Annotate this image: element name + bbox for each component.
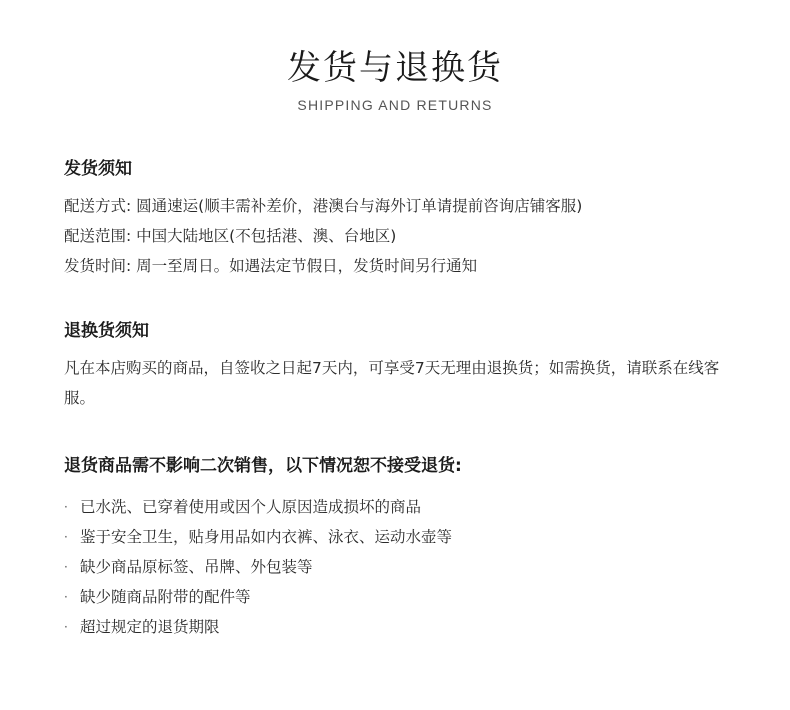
returns-section: [64, 319, 744, 413]
list-item: [64, 612, 744, 642]
conditions-section-title: 退货商品需不影响二次销售，以下情况恕不接受退货:: [64, 456, 462, 476]
list-item: [64, 492, 744, 522]
shipping-method-line: 配送方式: 圆通速运(顺丰需补差价，港澳台与海外订单请提前咨询店铺客服): [64, 197, 583, 215]
page-subtitle: SHIPPING AND RETURNS: [297, 97, 493, 113]
conditions-list: [64, 492, 744, 642]
bullet-icon: ·: [64, 560, 68, 574]
bullet-icon: ·: [64, 620, 68, 634]
shipping-time-line: 发货时间: 周一至周日。如遇法定节假日，发货时间另行通知: [64, 257, 478, 275]
bullet-icon: ·: [64, 590, 68, 604]
list-item: [64, 522, 744, 552]
shipping-section-title: 发货须知: [64, 159, 132, 179]
returns-policy-text: 凡在本店购买的商品，自签收之日起7天内，可享受7天无理由退换货；如需换货，请联系在线客服。: [64, 359, 720, 407]
list-item-text: 已水洗、已穿着使用或因个人原因造成损坏的商品: [80, 498, 422, 516]
bullet-icon: ·: [64, 500, 68, 514]
shipping-section: [64, 157, 744, 281]
conditions-section: [64, 454, 744, 642]
list-item-text: 超过规定的退货期限: [80, 618, 220, 636]
bullet-icon: ·: [64, 530, 68, 544]
list-item-text: 鉴于安全卫生，贴身用品如内衣裤、泳衣、运动水壶等: [80, 528, 453, 546]
list-item: [64, 582, 744, 612]
page-header: [0, 44, 790, 114]
list-item-text: 缺少商品原标签、吊牌、外包装等: [80, 558, 313, 576]
shipping-lines: [64, 191, 744, 281]
shipping-range-line: 配送范围: 中国大陆地区(不包括港、澳、台地区): [64, 227, 397, 245]
returns-section-title: 退换货须知: [64, 321, 149, 341]
list-item: [64, 552, 744, 582]
list-item-text: 缺少随商品附带的配件等: [80, 588, 251, 606]
page-title: 发货与退换货: [287, 48, 503, 88]
